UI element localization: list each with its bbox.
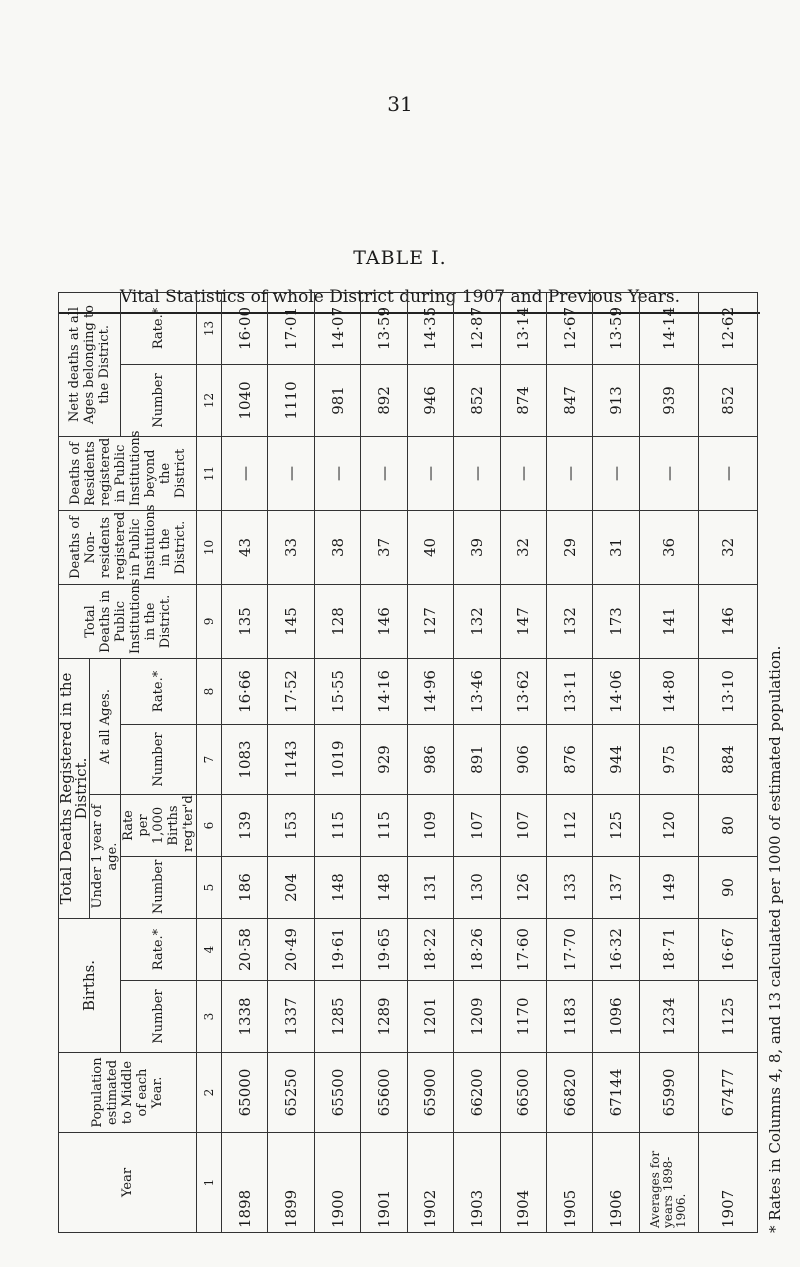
column-number: 4 <box>197 919 222 981</box>
table-cell: — <box>593 436 639 510</box>
table-cell: 90 <box>698 857 757 919</box>
table-cell: 32 <box>698 510 757 584</box>
header-total-deaths: Total Deaths Registered in the District. <box>59 658 90 918</box>
table-cell: 65250 <box>268 1053 314 1133</box>
table-cell: 852 <box>454 364 500 436</box>
table-cell: 19·65 <box>361 919 407 981</box>
table-cell: 107 <box>454 795 500 857</box>
table-cell: 80 <box>698 795 757 857</box>
table-cell: 18·26 <box>454 919 500 981</box>
table-cell: 141 <box>639 584 698 658</box>
table-cell: 14·06 <box>593 658 639 724</box>
table-cell: 1285 <box>314 981 360 1053</box>
table-cell: 14·80 <box>639 658 698 724</box>
table-row <box>546 292 592 1232</box>
table-cell: 145 <box>268 584 314 658</box>
table-cell: 944 <box>593 725 639 795</box>
table-cell: — <box>222 436 268 510</box>
column-number: 7 <box>197 725 222 795</box>
table-cell: 65500 <box>314 1053 360 1133</box>
table-cell: 17·70 <box>546 919 592 981</box>
column-number: 11 <box>197 436 222 510</box>
table-cell: 929 <box>361 725 407 795</box>
table-cell: 13·14 <box>500 292 546 364</box>
table-cell: 1096 <box>593 981 639 1053</box>
table-cell: 16·66 <box>222 658 268 724</box>
table-cell: 1899 <box>268 1133 314 1233</box>
table-cell: 173 <box>593 584 639 658</box>
table-title: TABLE I. <box>353 247 447 269</box>
table-cell: 40 <box>407 510 453 584</box>
header-population: Population estimated to Middle of each Year. <box>59 1053 197 1133</box>
table-cell: 148 <box>361 857 407 919</box>
table-cell: 1083 <box>222 725 268 795</box>
table-cell: 906 <box>500 725 546 795</box>
table-cell: 19·61 <box>314 919 360 981</box>
header-births: Births. <box>59 919 121 1053</box>
header-nett-deaths: Nett deaths at all Ages belonging to the District. <box>59 292 121 436</box>
table-cell: 38 <box>314 510 360 584</box>
table-cell: 17·52 <box>268 658 314 724</box>
table-cell: 13·59 <box>361 292 407 364</box>
table-cell: 1906 <box>593 1133 639 1233</box>
table-cell: 36 <box>639 510 698 584</box>
table-cell: 14·16 <box>361 658 407 724</box>
table-cell: 137 <box>593 857 639 919</box>
header-all-ages-number: Number <box>121 725 197 795</box>
table-cell: 120 <box>639 795 698 857</box>
column-number: 10 <box>197 510 222 584</box>
table-cell: 18·71 <box>639 919 698 981</box>
table-cell: 20·58 <box>222 919 268 981</box>
table-cell: 1170 <box>500 981 546 1053</box>
table-cell: 1125 <box>698 981 757 1053</box>
table-row <box>639 292 698 1232</box>
column-number: 12 <box>197 364 222 436</box>
header-year: Year <box>59 1133 197 1233</box>
table-cell: 29 <box>546 510 592 584</box>
table-cell: 1040 <box>222 364 268 436</box>
table-body <box>222 292 758 1232</box>
table-cell: 13·59 <box>593 292 639 364</box>
table-cell: 135 <box>222 584 268 658</box>
table-cell: 892 <box>361 364 407 436</box>
page-number: 31 <box>387 92 413 116</box>
table-cell: 1907 <box>698 1133 757 1233</box>
table-cell: 127 <box>407 584 453 658</box>
table-cell: 17·01 <box>268 292 314 364</box>
footnote: * Rates in Columns 4, 8, and 13 calculated per 1000 of estimated population. <box>766 645 784 1233</box>
table-cell: 32 <box>500 510 546 584</box>
table-cell: 12·67 <box>546 292 592 364</box>
table-cell: 13·62 <box>500 658 546 724</box>
table-row <box>361 292 407 1232</box>
table-cell: 131 <box>407 857 453 919</box>
table-cell: — <box>546 436 592 510</box>
table-cell: 133 <box>546 857 592 919</box>
header-under-one: Under 1 year of age. <box>90 795 121 919</box>
table-cell: 1905 <box>546 1133 592 1233</box>
table-row <box>698 292 757 1232</box>
table-cell: 39 <box>454 510 500 584</box>
table-cell: 1019 <box>314 725 360 795</box>
table-cell: 1338 <box>222 981 268 1053</box>
table-cell: 130 <box>454 857 500 919</box>
table-cell: 128 <box>314 584 360 658</box>
header-deaths-institutions: Total Deaths in Public Institutions in the District. <box>59 584 197 658</box>
table-cell: 43 <box>222 510 268 584</box>
table-cell: — <box>454 436 500 510</box>
table-row <box>314 292 360 1232</box>
table-cell: 17·60 <box>500 919 546 981</box>
column-number: 6 <box>197 795 222 857</box>
column-number: 3 <box>197 981 222 1053</box>
table-cell: 33 <box>268 510 314 584</box>
table-cell: 1234 <box>639 981 698 1053</box>
table-cell: 1904 <box>500 1133 546 1233</box>
table-cell: 891 <box>454 725 500 795</box>
table-cell: 146 <box>698 584 757 658</box>
table-cell: 16·67 <box>698 919 757 981</box>
header-all-ages-rate: Rate.* <box>121 658 197 724</box>
table-cell: 14·14 <box>639 292 698 364</box>
table-cell: — <box>268 436 314 510</box>
table-cell: — <box>407 436 453 510</box>
header-infant-rate: Rate per 1,000 Births reg'ter'd <box>121 795 197 857</box>
table-cell: 16·32 <box>593 919 639 981</box>
table-cell: 37 <box>361 510 407 584</box>
table-cell: — <box>361 436 407 510</box>
table-cell: 66200 <box>454 1053 500 1133</box>
column-number: 5 <box>197 857 222 919</box>
table-cell: 874 <box>500 364 546 436</box>
table-cell: 147 <box>500 584 546 658</box>
table-cell: 66820 <box>546 1053 592 1133</box>
table-cell: 14·35 <box>407 292 453 364</box>
table-cell: 67144 <box>593 1053 639 1133</box>
table-cell: 12·62 <box>698 292 757 364</box>
table-cell: 153 <box>268 795 314 857</box>
table-cell: 115 <box>314 795 360 857</box>
table-cell: 12·87 <box>454 292 500 364</box>
table-cell: 981 <box>314 364 360 436</box>
table-cell: 66500 <box>500 1053 546 1133</box>
table-cell: 1900 <box>314 1133 360 1233</box>
table-cell: 876 <box>546 725 592 795</box>
table-cell: 1898 <box>222 1133 268 1233</box>
table-cell: 14·96 <box>407 658 453 724</box>
table-cell: 20·49 <box>268 919 314 981</box>
table-row <box>593 292 639 1232</box>
column-number: 13 <box>197 292 222 364</box>
rotated-table-wrapper <box>57 305 758 1233</box>
table-cell: 18·22 <box>407 919 453 981</box>
table-cell: 149 <box>639 857 698 919</box>
table-cell: 1183 <box>546 981 592 1053</box>
table-cell: 67477 <box>698 1053 757 1133</box>
table-cell: 913 <box>593 364 639 436</box>
table-row <box>268 292 314 1232</box>
table-cell: 986 <box>407 725 453 795</box>
table-cell: 13·10 <box>698 658 757 724</box>
table-cell: 1143 <box>268 725 314 795</box>
table-cell: 1110 <box>268 364 314 436</box>
header-nett-number: Number <box>121 364 197 436</box>
header-infant-number: Number <box>121 857 197 919</box>
table-cell: — <box>500 436 546 510</box>
table-cell: 126 <box>500 857 546 919</box>
table-cell: 107 <box>500 795 546 857</box>
table-cell: 1901 <box>361 1133 407 1233</box>
table-cell: 946 <box>407 364 453 436</box>
header-at-all-ages: At all Ages. <box>90 658 121 794</box>
table-row <box>407 292 453 1232</box>
header-non-residents: Deaths of Non-residents registered in Public Institutions in the District. <box>59 510 197 584</box>
header-births-rate: Rate.* <box>121 919 197 981</box>
table-cell: 65900 <box>407 1053 453 1133</box>
column-number: 1 <box>197 1133 222 1233</box>
table-cell: 16·00 <box>222 292 268 364</box>
table-row <box>222 292 268 1232</box>
table-cell: 1289 <box>361 981 407 1053</box>
table-cell: 13·46 <box>454 658 500 724</box>
vital-statistics-table <box>58 292 758 1233</box>
header-residents-beyond: Deaths of Residents registered in Public Institutions beyond the District <box>59 436 197 510</box>
table-cell: 975 <box>639 725 698 795</box>
table-cell: 939 <box>639 364 698 436</box>
table-cell: 148 <box>314 857 360 919</box>
table-cell: 31 <box>593 510 639 584</box>
table-cell: 132 <box>546 584 592 658</box>
table-cell: — <box>639 436 698 510</box>
table-cell: 1337 <box>268 981 314 1053</box>
table-cell: 146 <box>361 584 407 658</box>
table-cell: Averages for years 1898-1906. <box>639 1133 698 1233</box>
table-cell: 13·11 <box>546 658 592 724</box>
table-cell: 15·55 <box>314 658 360 724</box>
table-subtitle: Vital Statistics of whole District during 1907 and Previous Years. <box>119 287 681 307</box>
table-cell: 1903 <box>454 1133 500 1233</box>
table-cell: 847 <box>546 364 592 436</box>
table-cell: 852 <box>698 364 757 436</box>
table-cell: 65000 <box>222 1053 268 1133</box>
table-cell: 139 <box>222 795 268 857</box>
column-number: 2 <box>197 1053 222 1133</box>
column-number: 8 <box>197 658 222 724</box>
table-cell: 204 <box>268 857 314 919</box>
table-cell: 1201 <box>407 981 453 1053</box>
table-cell: 132 <box>454 584 500 658</box>
table-cell: 125 <box>593 795 639 857</box>
table-cell: 65600 <box>361 1053 407 1133</box>
table-cell: 186 <box>222 857 268 919</box>
column-number: 9 <box>197 584 222 658</box>
table-cell: 65990 <box>639 1053 698 1133</box>
table-cell: — <box>314 436 360 510</box>
table-cell: 884 <box>698 725 757 795</box>
header-births-number: Number <box>121 981 197 1053</box>
table-cell: — <box>698 436 757 510</box>
table-cell: 1209 <box>454 981 500 1053</box>
table-row <box>500 292 546 1232</box>
table-row <box>454 292 500 1232</box>
table-cell: 14·07 <box>314 292 360 364</box>
header-nett-rate: Rate.* <box>121 292 197 364</box>
table-cell: 109 <box>407 795 453 857</box>
table-cell: 115 <box>361 795 407 857</box>
table-cell: 112 <box>546 795 592 857</box>
table-cell: 1902 <box>407 1133 453 1233</box>
